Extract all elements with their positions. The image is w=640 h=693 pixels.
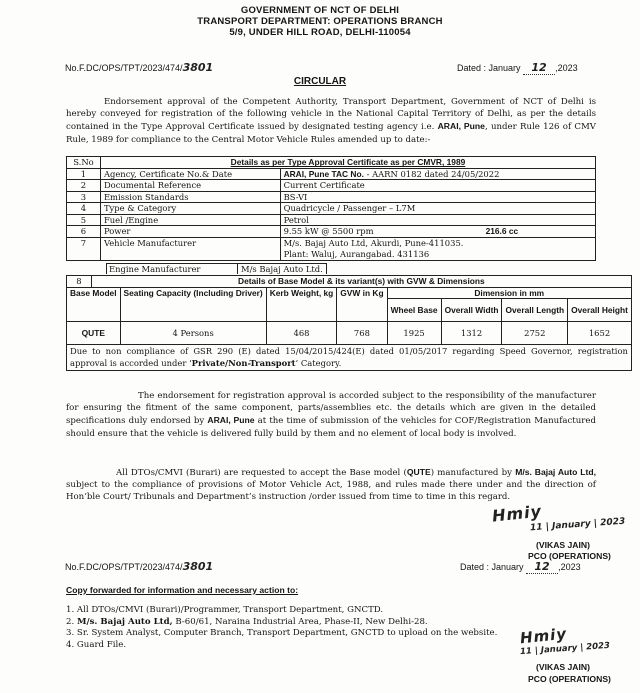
para2-agency: ARAI, Pune xyxy=(207,415,255,426)
model-gvw: 768 xyxy=(337,322,387,345)
model-width: 1312 xyxy=(441,322,502,345)
reference-prefix-2: No.F.DC/OPS/TPT/2023/474/ xyxy=(65,562,183,572)
date-line: Dated : January 12 ,2023 xyxy=(457,61,578,74)
date-year: 2023 xyxy=(557,63,578,73)
signature-scribble: Hmiy xyxy=(491,501,543,526)
power-value: 9.55 kW @ 5500 rpm xyxy=(283,226,374,237)
table-row xyxy=(67,191,596,203)
copy-item2-prefix: 2. xyxy=(66,616,77,627)
intro-text-1: Endorsement approval of the Competent Authority, Transport Department, Government of NCT of Delhi is hereby conveyed for registration of the following vehicle in the National Capital Territory of Delhi, as per the details contained in the Type Approval Certificate issued by designated testing agency i.e. xyxy=(66,97,596,133)
table-row xyxy=(67,214,596,226)
hdr-seating: Seating Capacity (Including Driver) xyxy=(120,287,266,322)
handwritten-day-2: 12 xyxy=(526,560,558,574)
endorsement-paragraph xyxy=(66,390,596,440)
handwritten-day: 12 xyxy=(523,61,555,75)
manufacturer-address: M/s. Bajaj Auto Ltd, Akurdi, Pune-411035. xyxy=(283,237,464,248)
signatory-name-2: (VIKAS JAIN) xyxy=(536,662,590,672)
copy-item2-bold: M/s. Bajaj Auto Ltd, xyxy=(76,616,173,627)
copy-item: 4. Guard File. xyxy=(66,639,127,650)
row-value: Petrol xyxy=(280,214,595,226)
row-sno: 3 xyxy=(67,191,101,203)
intro-agency: ARAI, Pune xyxy=(437,121,485,132)
para3-text-3: subject to the compliance of provisions of Motor Vehicle Act, 1988, and rules made there under and the direction of Hon’ble Court/ Tribunals and Department’s instruction /order issued from time to time in this regard. xyxy=(66,480,596,503)
copy-item: 3. Sr. System Analyst, Computer Branch, Transport Department, GNCTD to upload on the website. xyxy=(66,628,498,639)
row-sno: 1 xyxy=(67,168,101,180)
engine-value: M/s Bajaj Auto Ltd. xyxy=(237,263,327,274)
hdr-height: Overall Height xyxy=(568,299,632,322)
para3-manufacturer: M/s. Bajaj Auto Ltd, xyxy=(515,467,597,477)
model-wheel-base: 1925 xyxy=(387,322,441,345)
page-title: CIRCULAR xyxy=(293,76,347,87)
model-kerb: 468 xyxy=(266,322,337,345)
copy-item xyxy=(66,617,546,629)
hdr-width: Overall Width xyxy=(441,299,502,322)
row8-title-row xyxy=(67,276,632,288)
model-row xyxy=(67,322,632,345)
row8-title: Details of Base Model & its variant(s) with GVW & Dimensions xyxy=(91,276,631,288)
table-row xyxy=(67,203,596,215)
hdr-base-model: Base Model xyxy=(67,287,121,322)
signatory-name: (VIKAS JAIN) xyxy=(536,540,590,550)
signatory-designation-2: PCO (OPERATIONS) xyxy=(528,674,611,684)
tac-value: - AARN 0182 dated 24/05/2022 xyxy=(363,168,500,179)
header-address: 5/9, UNDER HILL ROAD, DELHI-110054 xyxy=(229,27,411,38)
model-table xyxy=(66,275,632,371)
hdr-length: Overall Length xyxy=(502,299,568,322)
row-sno: 2 xyxy=(67,180,101,192)
reference-prefix: No.F.DC/OPS/TPT/2023/474/ xyxy=(65,63,183,73)
manufacturer-plant: Plant: Waluj, Aurangabad. 431136 xyxy=(283,248,430,259)
col-sno: S.No xyxy=(67,157,101,169)
intro-text-2: , under Rule 126 of CMV Rule, 1989 for compliance to the Central Motor Vehicle Rules amended up to date:- xyxy=(66,122,596,145)
hdr-dimension: Dimension in mm xyxy=(387,287,631,299)
row-label: Agency, Certificate No.& Date xyxy=(100,168,280,180)
table-row xyxy=(67,168,596,180)
row-label: Emission Standards xyxy=(100,191,280,203)
engine-manufacturer-row xyxy=(106,263,327,274)
para3-text-1: All DTOs/CMVI (Burari) are requested to accept the Base model ( xyxy=(116,468,407,478)
copy-item: 1. All DTOs/CMVI (Burari)/Programmer, Transport Department, GNCTD. xyxy=(66,605,384,615)
para3-text-2: ) manufactured by xyxy=(430,468,516,478)
hdr-wheel-base: Wheel Base xyxy=(387,299,441,322)
reference-number xyxy=(65,61,213,74)
signature-scribble-2: Hmiy xyxy=(519,624,568,648)
row-sno: 5 xyxy=(67,214,101,226)
row-value: Current Certificate xyxy=(280,180,595,192)
dto-paragraph xyxy=(66,466,596,504)
details-table xyxy=(66,156,596,261)
row-label: Vehicle Manufacturer xyxy=(100,237,280,260)
row-sno: 8 xyxy=(67,276,92,288)
row-label: Type & Category xyxy=(100,203,280,215)
table-row xyxy=(67,226,596,238)
row-value xyxy=(280,168,595,180)
sub-header-row-1 xyxy=(67,287,632,299)
handwritten-number: 3801 xyxy=(182,61,214,74)
copy-list xyxy=(66,605,546,651)
hdr-kerb: Kerb Weight, kg xyxy=(266,287,337,322)
model-length: 2752 xyxy=(502,322,568,345)
header-govt: GOVERNMENT OF NCT OF DELHI xyxy=(240,5,400,16)
model-name: QUTE xyxy=(67,322,121,345)
model-seating: 4 Persons xyxy=(120,322,266,345)
date-label: Dated : January xyxy=(457,63,521,73)
col-details-title: Details as per Type Approval Certificate as per CMVR, 1989 xyxy=(100,157,595,169)
row-value xyxy=(280,237,595,260)
para2-text-1: The endorsement for registration approval is accorded subject to the responsibility of the manufacturer for ensuring the fitment of the same component, parts/assemblies etc. the details which are given in the detailed specifications duly endorsed by xyxy=(66,391,596,427)
engine-label: Engine Manufacturer xyxy=(106,263,237,274)
signature-date: 11 | January | 2023 xyxy=(529,516,626,534)
row-value: Quadricycle / Passenger – L7M xyxy=(280,203,595,215)
model-height: 1652 xyxy=(568,322,632,345)
para3-model: QUTE xyxy=(406,467,431,477)
row-value: BS-VI xyxy=(280,191,595,203)
note-text-2: ’ Category. xyxy=(295,357,342,368)
date-label-2: Dated : January xyxy=(460,562,524,572)
date-year-2: 2023 xyxy=(560,562,581,572)
note-row xyxy=(67,345,632,371)
note-category: Private/Non-Transport xyxy=(191,357,296,368)
note-cell xyxy=(67,345,632,371)
tac-label: ARAI, Pune TAC No. xyxy=(283,168,364,179)
handwritten-number-2: 3801 xyxy=(182,560,214,573)
engine-cc: 216.6 cc xyxy=(485,226,519,237)
table-row xyxy=(67,180,596,192)
intro-paragraph xyxy=(66,96,596,146)
copy-item2-rest: Naraina Industrial Area, Phase-II, New Delhi-28. xyxy=(215,616,428,627)
row-label: Power xyxy=(100,226,280,238)
row-value xyxy=(280,226,595,238)
signatory-designation: PCO (OPERATIONS) xyxy=(528,551,611,561)
table-row xyxy=(67,237,596,260)
para2-text-2: at the time of submission of the vehicles for COF/Registration Manufactured should ensure that the vehicle is delivered fully build by them and no element of local body is involved. xyxy=(66,416,596,439)
reference-number-2 xyxy=(65,560,213,573)
row-label: Documental Reference xyxy=(100,180,280,192)
copy-item2-mid: B-60/61, xyxy=(172,616,215,627)
date-line-2: Dated : January 12 ,2023 xyxy=(460,560,581,573)
table-header-row xyxy=(67,157,596,169)
row-sno: 7 xyxy=(67,237,101,260)
signature-date-2: 11 | January | 2023 xyxy=(519,640,611,658)
copy-title: Copy forwarded for information and necessary action to: xyxy=(66,585,299,595)
hdr-gvw: GVW in Kg xyxy=(337,287,387,322)
row-sno: 4 xyxy=(67,203,101,215)
row-sno: 6 xyxy=(67,226,101,238)
note-text-1: Due to non compliance of GSR 290 (E) dated 15/04/2015/424(E) dated 01/05/2017 regarding Speed Governor, registration approval is accorded under ‘ xyxy=(70,346,628,368)
header-dept: TRANSPORT DEPARTMENT: OPERATIONS BRANCH xyxy=(197,16,443,27)
row-label: Fuel /Engine xyxy=(100,214,280,226)
